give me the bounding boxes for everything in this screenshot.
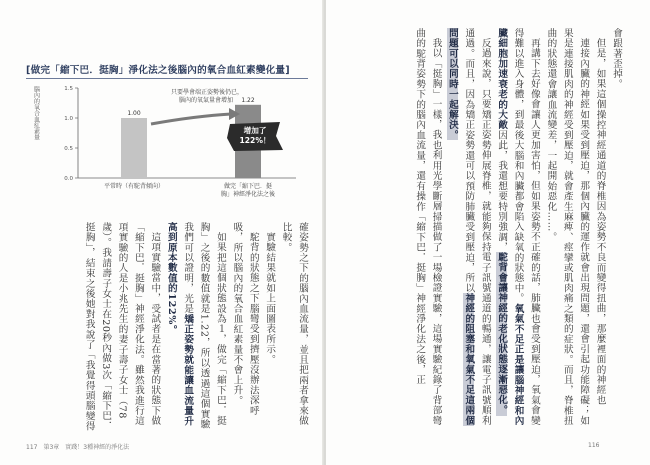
- chart-bar-1: [121, 118, 147, 178]
- chart-y-tick-label: 0.0: [64, 176, 73, 182]
- left-para-3: [228, 222, 261, 432]
- right-para-3: 連接內臟的神經如果受到壓迫，那個內臟的運作就會出現問題，還會引起功能障礙；如果是連接肌肉的神經受到壓迫，就會產生麻痺、痙攣或肌肉痛之類的症狀。而且，脊椎扭曲的狀態還會讓血流變差，一起開始惡化……。: [545, 28, 590, 426]
- left-page-body: [20, 222, 310, 432]
- chart-category-label: 平常時（有駝背傾向）: [103, 183, 165, 190]
- chart-title: [做完「縮下巴．挺胸」淨化法之後腦內的氧合血紅素變化量]: [26, 65, 290, 76]
- badge-line2: 122%！: [239, 136, 271, 145]
- left-page: [0, 0, 324, 465]
- left-para-3-text: 駝背的狀態之下腦彎受到擠壓沒辦法深呼吸，所以腦內的氧合血紅素量不會上升。: [231, 222, 259, 416]
- right-para-4: [493, 28, 542, 433]
- right-para-5-highlight: 神經的阻塞和氧氣不足這兩個問題可以同時一起解決。: [446, 28, 475, 426]
- right-page: [326, 0, 650, 465]
- right-para-2: 但是，如果這個操控神經通道的脊椎因為姿勢不良而變得扭曲，那麼裡面的神經也: [594, 37, 606, 405]
- right-para-1: 會跟著歪掉。: [611, 28, 622, 90]
- right-para-4-text: 再講下去好像會讓人更加害怕，但如果姿勢不正確的話，肺臟也會受到壓迫，氧氣會變得難以進入身體，到最後大腦和內臟都會陷入缺氧的狀態中。: [512, 28, 540, 426]
- increase-badge: [226, 122, 284, 152]
- right-page-body: [332, 28, 624, 433]
- right-para-5: [444, 28, 493, 433]
- left-para-4-bold: 矯正姿勢就能讓血流量升高到原本數值的122%。: [165, 222, 194, 427]
- left-para-4: [162, 222, 228, 432]
- left-para-5: 這項實驗當中，受試者是在當著的狀態下做「縮下巴．挺胸」神經淨化法。雖然我進行這項實驗的人是小兆先生的妻子壽子女士（78歲）。我請壽子女士在20秒內做3次「縮下巴．挺胸」，結束之後她對我說了「我覺得頭腦變得: [83, 222, 161, 432]
- left-page-footer: 117 第3章 實踐！3種神經的淨化法: [26, 444, 130, 451]
- chart-y-tick-label: 1.0: [64, 116, 73, 122]
- badge-line1: 增加了: [243, 126, 267, 135]
- right-para-4-bold: 氧氣不足正是讓腦神經和內臟細胞加速衰老的大敵: [496, 28, 524, 426]
- chart-category-label: 胸」神經淨化法之後: [220, 191, 276, 198]
- right-para-4-tail: 因此，我還想要特別強調，: [496, 130, 508, 253]
- right-para-6: 我以「挺胸」一樣，我也利用光學斷層掃描做了一場檢證實驗，這場實驗紀錄了背部彎曲的駝背姿勢下的腦內血流量，還有操作「縮下巴．挺胸」神經淨化法之後，正: [414, 28, 442, 426]
- chart-ylabel: 腦內的氧合血紅素量: [32, 86, 40, 140]
- right-para-5-text: 反過來說，只要矯正姿勢伸展脊椎，就能夠保持電子訊號通道的暢通，讓電子訊號順利通過。而且，因為矯正姿勢還可以預防肺臟受到壓迫，所以: [463, 28, 491, 426]
- chart-bar-value-label: 1.00: [127, 110, 141, 117]
- chart-category-labels: [104, 182, 276, 198]
- oxygen-hemoglobin-chart: [26, 62, 308, 212]
- badge-text: [226, 126, 284, 146]
- left-para-4-text: 如果把這個狀態設為１，做完「縮下巴．挺胸」之後的數值就是1.22，所以透過這個實驗我們可以證明，光是: [182, 222, 226, 430]
- chart-title-rule: [26, 78, 308, 79]
- chart-bar-value-label: 1.22: [241, 96, 255, 104]
- left-para-2: 實驗結果就如上面圖表所示。: [264, 231, 276, 365]
- left-para-1: 確姿勢之下的腦內血流量，並且把兩者拿來做比較。: [280, 222, 308, 426]
- right-page-footer: 116: [588, 442, 600, 449]
- chart-note-line1: 只要學會端正姿勢後仍已，: [171, 89, 244, 96]
- chart-y-ticks: [64, 86, 78, 182]
- right-para-4-highlight: 駝背會讓神經的老化狀態逐漸惡化。: [496, 252, 508, 416]
- chart-note-line2: 腦內的氧氣量會增加: [179, 97, 234, 104]
- chart-y-tick-label: 1.5: [64, 86, 73, 92]
- chart-category-label: 做完「縮下巴．挺: [223, 183, 273, 190]
- chart-y-tick-label: 0.5: [64, 146, 73, 152]
- chart-increase-arrow: [151, 114, 231, 124]
